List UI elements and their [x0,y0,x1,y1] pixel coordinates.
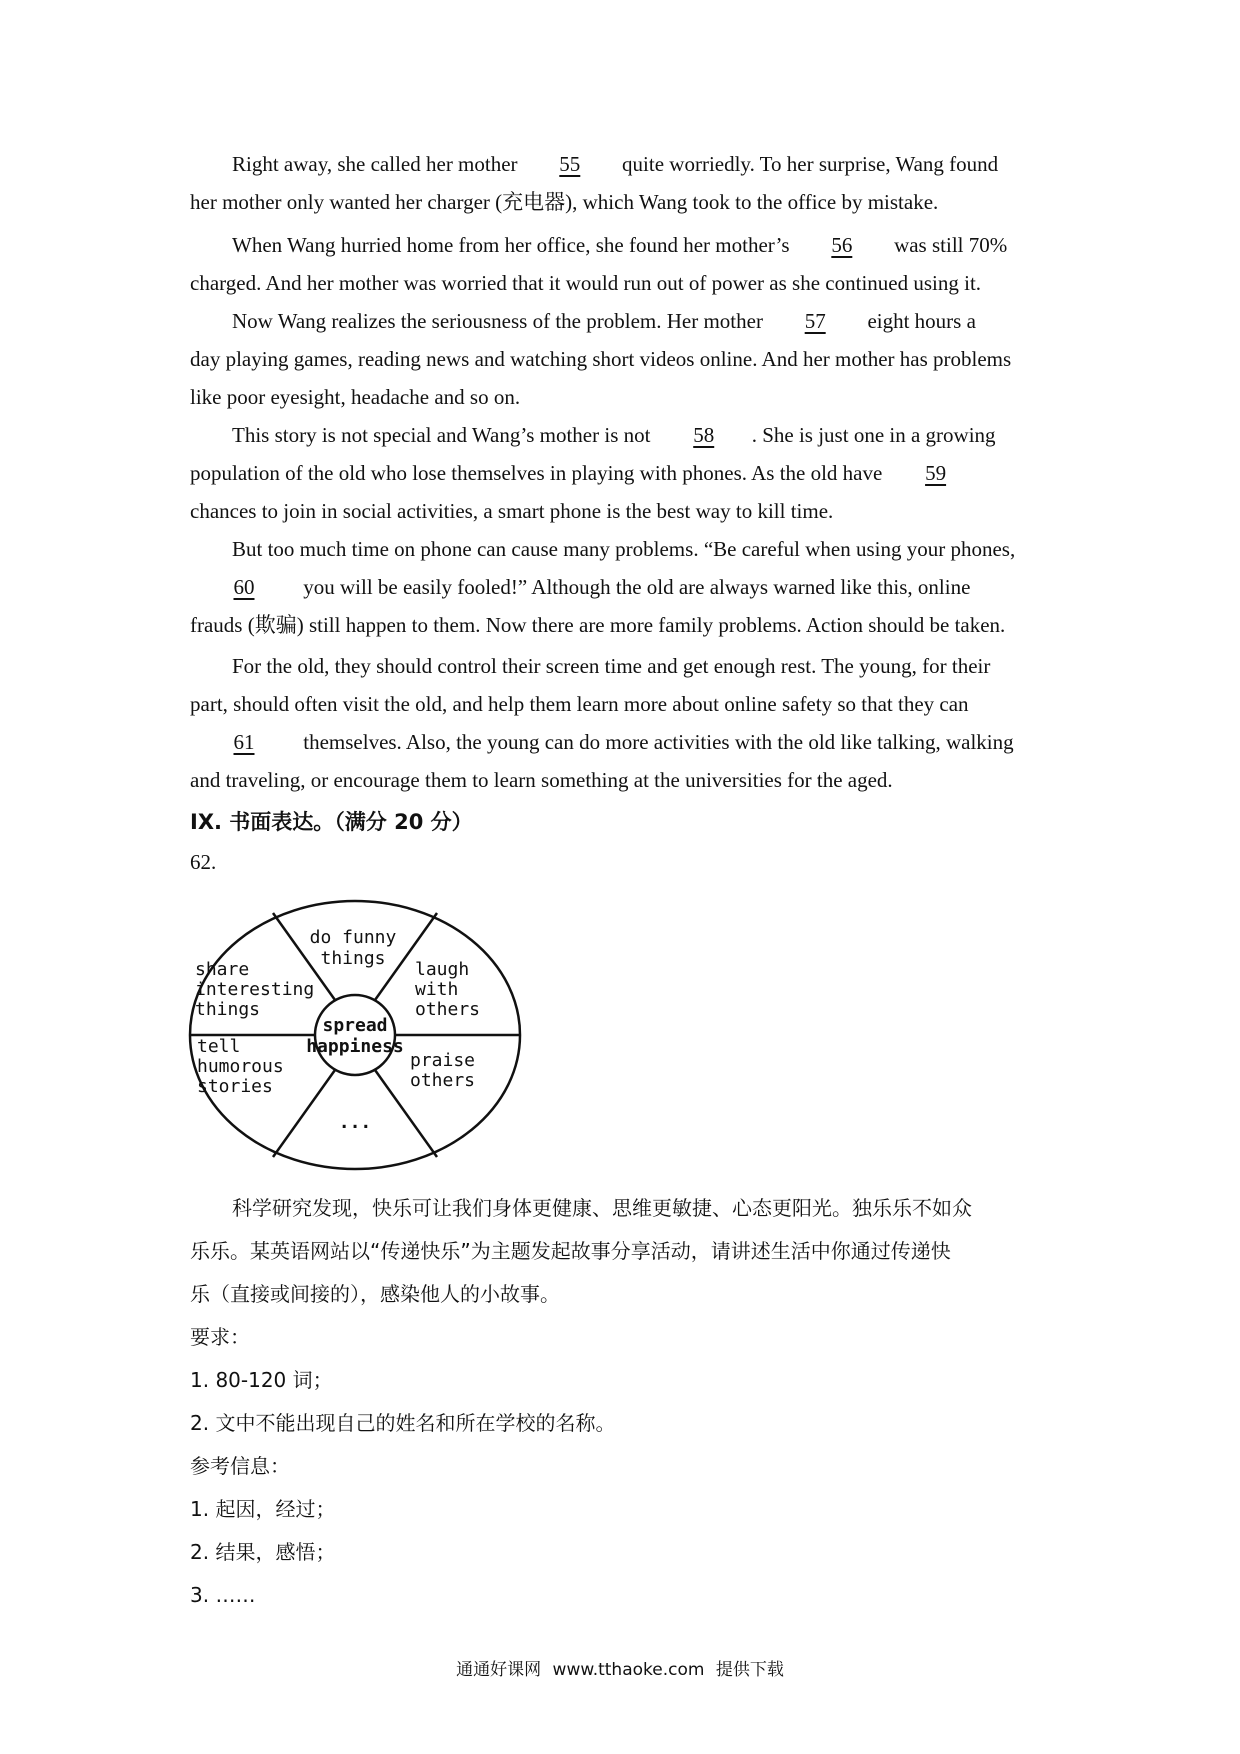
text: part, should often visit the old, and help them learn more about online safety so that they can [190,692,969,716]
text: frauds (欺骗) still happen to them. Now there are more family problems. Action should be taken. [190,613,1006,637]
section-heading: IX. 书面表达。（满分 20 分） [190,810,473,834]
text: charged. And her mother was worried that it would run out of power as she continued using it. [190,271,982,295]
blank-58[interactable]: 58 [693,423,715,447]
segment-tell-humorous-stories-2: humorous [197,1056,284,1077]
segment-laugh-with-others-1: laugh [415,959,470,980]
blank-59[interactable]: 59 [925,461,947,485]
spoke [273,1070,335,1157]
paragraph-61 [190,647,1062,799]
text: and traveling, or encourage them to learn something at the universities for the aged. [190,768,893,792]
text: Now Wang realizes the seriousness of the problem. Her mother [232,309,769,333]
footer-url[interactable]: www.tthaoke.com [552,1660,705,1680]
text: Right away, she called her mother [232,152,523,176]
text: When Wang hurried home from her office, she found her mother’s [232,233,795,257]
segment-do-funny-things-2: things [320,948,386,969]
text: population of the old who lose themselves in playing with phones. As the old have [190,461,888,485]
text: This story is not special and Wang’s mother is not [232,423,656,447]
text: But too much time on phone can cause many problems. “Be careful when using your phones, [232,537,1016,561]
segment-laugh-with-others-2: with [415,979,459,1000]
segment-share-interesting-things-3: things [195,999,261,1020]
text: her mother only wanted her charger (充电器), which Wang took to the office by mistake. [190,190,939,214]
segment-share-interesting-things-2: interesting [195,979,315,1000]
segment-share-interesting-things-1: share [195,959,250,980]
requirement-item: 2. 文中不能出现自己的姓名和所在学校的名称。 [190,1411,616,1435]
blank-61[interactable]: 61 [233,730,255,754]
text: . She is just one in a growing [751,423,996,447]
requirements-title: 要求： [190,1325,250,1349]
prompt-line: 乐（直接或间接的），感染他人的小故事。 [190,1282,560,1306]
paragraph-57 [190,302,1062,416]
paragraph-60 [190,530,1062,644]
text: day playing games, reading news and watching short videos online. And her mother has problems [190,347,1012,371]
text: quite worriedly. To her surprise, Wang found [616,152,999,176]
reference-item: 1. 起因，经过； [190,1497,336,1521]
writing-prompt [190,1187,1070,1617]
segment-ellipsis: ... [338,1112,372,1133]
prompt-line: 乐乐。某英语网站以“传递快乐”为主题发起故事分享活动，请讲述生活中你通过传递快 [190,1239,951,1263]
reference-title: 参考信息： [190,1454,290,1478]
reference-item: 3. …… [190,1583,256,1607]
segment-tell-humorous-stories-3: stories [197,1076,273,1097]
question-number: 62. [190,850,217,874]
prompt-line: 科学研究发现，快乐可让我们身体更健康、思维更敏捷、心态更阳光。独乐乐不如众 [232,1196,972,1220]
blank-55[interactable]: 55 [559,152,581,176]
footer-site-name: 通通好课网 [456,1660,542,1680]
segment-laugh-with-others-3: others [415,999,481,1020]
segment-praise-others-2: others [410,1070,476,1091]
center-label-2: happiness [306,1036,404,1057]
blank-56[interactable]: 56 [831,233,853,257]
segment-praise-others-1: praise [410,1050,476,1071]
requirement-item: 1. 80-120 词； [190,1368,333,1392]
text: eight hours a [862,309,976,333]
blank-60[interactable]: 60 [233,575,255,599]
paragraph-58-59 [190,416,1062,530]
text: themselves. Also, the young can do more activities with the old like talking, walking [298,730,1014,754]
segment-do-funny-things-1: do funny [309,927,397,948]
center-label-1: spread [322,1015,388,1036]
reference-item: 2. 结果，感悟； [190,1540,336,1564]
text: For the old, they should control their screen time and get enough rest. The young, for their [232,654,991,678]
page-footer [0,1655,1240,1680]
paragraph-55 [190,145,1062,221]
text: you will be easily fooled!” Although the old are always warned like this, online [298,575,971,599]
paragraph-56 [190,226,1062,302]
blank-57[interactable]: 57 [804,309,826,333]
text: like poor eyesight, headache and so on. [190,385,521,409]
happiness-wheel-diagram [185,895,525,1175]
segment-tell-humorous-stories-1: tell [197,1036,241,1057]
footer-suffix: 提供下载 [715,1660,784,1680]
text: chances to join in social activities, a smart phone is the best way to kill time. [190,499,834,523]
text: was still 70% [888,233,1008,257]
